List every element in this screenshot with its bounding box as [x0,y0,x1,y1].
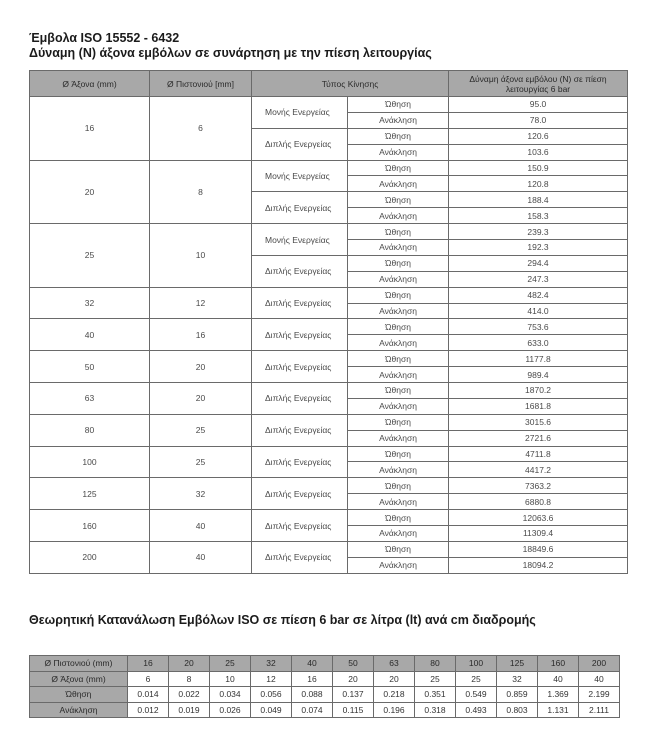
consumption-row-label: Ø Άξονα (mm) [30,671,128,687]
consumption-value-cell: 8 [169,671,210,687]
direction-cell: Ανάκληση [348,240,449,256]
consumption-value-cell: 0.549 [456,687,497,703]
force-value-cell: 103.6 [449,144,628,160]
piston-diameter-cell: 40 [150,510,252,542]
consumption-value-cell: 0.218 [374,687,415,703]
table-row [30,383,628,399]
force-value-cell: 120.6 [449,128,628,144]
direction-cell: Ώθηση [348,255,449,271]
consumption-value-cell: 0.034 [210,687,251,703]
force-value-cell: 414.0 [449,303,628,319]
motion-type-cell: Διπλής Ενεργείας [252,128,348,160]
force-value-cell: 2721.6 [449,430,628,446]
force-value-cell: 188.4 [449,192,628,208]
consumption-value-cell: 0.318 [415,702,456,718]
consumption-value-cell: 40 [538,671,579,687]
motion-type-cell: Διπλής Ενεργείας [252,414,348,446]
axis-diameter-cell: 25 [30,224,150,288]
direction-cell: Ανάκληση [348,526,449,542]
direction-cell: Ανάκληση [348,462,449,478]
consumption-value-cell: 25 [456,671,497,687]
force-table-title: Δύναμη (Ν) άξονα εμβόλων σε συνάρτηση με την πίεση λειτουργίας [29,46,432,60]
motion-type-cell: Διπλής Ενεργείας [252,192,348,224]
consumption-value-cell: 10 [210,671,251,687]
consumption-value-cell: 0.022 [169,687,210,703]
force-value-cell: 3015.6 [449,414,628,430]
piston-diameter-cell: 16 [150,319,252,351]
piston-diameter-cell: 12 [150,287,252,319]
consumption-row-label: Ώθηση [30,687,128,703]
consumption-value-cell: 20 [169,656,210,672]
motion-type-cell: Διπλής Ενεργείας [252,478,348,510]
table-row [30,319,628,335]
axis-diameter-cell: 80 [30,414,150,446]
axis-diameter-cell: 20 [30,160,150,224]
axis-diameter-cell: 160 [30,510,150,542]
consumption-value-cell: 0.803 [497,702,538,718]
axis-diameter-cell: 125 [30,478,150,510]
header-piston: Ø Πιστονιού [mm] [150,71,252,97]
consumption-value-cell: 0.019 [169,702,210,718]
motion-type-cell: Μονής Ενεργείας [252,224,348,256]
consumption-value-cell: 32 [251,656,292,672]
force-value-cell: 6880.8 [449,494,628,510]
consumption-value-cell: 0.859 [497,687,538,703]
page-title: Έμβολα ISO 15552 - 6432 [29,31,180,45]
direction-cell: Ώθηση [348,383,449,399]
consumption-value-cell: 0.196 [374,702,415,718]
piston-diameter-cell: 10 [150,224,252,288]
direction-cell: Ανάκληση [348,112,449,128]
direction-cell: Ανάκληση [348,271,449,287]
consumption-value-cell: 40 [579,671,620,687]
consumption-value-cell: 6 [128,671,169,687]
direction-cell: Ανάκληση [348,557,449,573]
motion-type-cell: Μονής Ενεργείας [252,97,348,129]
consumption-row-label: Ανάκληση [30,702,128,718]
piston-diameter-cell: 32 [150,478,252,510]
consumption-value-cell: 0.493 [456,702,497,718]
motion-type-cell: Μονής Ενεργείας [252,160,348,192]
direction-cell: Ώθηση [348,192,449,208]
consumption-value-cell: 200 [579,656,620,672]
force-table-header [30,71,628,97]
consumption-value-cell: 125 [497,656,538,672]
direction-cell: Ανάκληση [348,430,449,446]
force-value-cell: 247.3 [449,271,628,287]
consumption-value-cell: 40 [292,656,333,672]
direction-cell: Ανάκληση [348,176,449,192]
force-value-cell: 11309.4 [449,526,628,542]
piston-diameter-cell: 20 [150,351,252,383]
table-row [30,541,628,557]
motion-type-cell: Διπλής Ενεργείας [252,319,348,351]
table-row [30,287,628,303]
consumption-value-cell: 2.199 [579,687,620,703]
direction-cell: Ανάκληση [348,367,449,383]
motion-type-cell: Διπλής Ενεργείας [252,446,348,478]
consumption-value-cell: 80 [415,656,456,672]
direction-cell: Ώθηση [348,478,449,494]
motion-type-cell: Διπλής Ενεργείας [252,510,348,542]
consumption-value-cell: 0.074 [292,702,333,718]
force-value-cell: 12063.6 [449,510,628,526]
force-value-cell: 18094.2 [449,557,628,573]
force-value-cell: 989.4 [449,367,628,383]
consumption-value-cell: 0.049 [251,702,292,718]
direction-cell: Ανάκληση [348,494,449,510]
direction-cell: Ώθηση [348,414,449,430]
consumption-row [30,656,620,672]
consumption-value-cell: 1.131 [538,702,579,718]
force-value-cell: 1681.8 [449,398,628,414]
axis-diameter-cell: 40 [30,319,150,351]
consumption-value-cell: 0.012 [128,702,169,718]
consumption-title: Θεωρητική Κατανάλωση Εμβόλων ISO σε πίεση 6 bar σε λίτρα (lt) ανά cm διαδρομής [29,613,536,627]
consumption-value-cell: 0.351 [415,687,456,703]
consumption-row-label: Ø Πιστονιού (mm) [30,656,128,672]
direction-cell: Ώθηση [348,541,449,557]
force-value-cell: 120.8 [449,176,628,192]
force-value-cell: 7363.2 [449,478,628,494]
table-row [30,414,628,430]
force-value-cell: 192.3 [449,240,628,256]
consumption-value-cell: 12 [251,671,292,687]
consumption-value-cell: 0.056 [251,687,292,703]
force-value-cell: 158.3 [449,208,628,224]
direction-cell: Ώθηση [348,160,449,176]
table-row [30,446,628,462]
consumption-value-cell: 0.088 [292,687,333,703]
consumption-row [30,702,620,718]
consumption-value-cell: 25 [210,656,251,672]
header-axis: Ø Άξονα (mm) [30,71,150,97]
direction-cell: Ώθηση [348,224,449,240]
force-value-cell: 753.6 [449,319,628,335]
consumption-value-cell: 100 [456,656,497,672]
consumption-value-cell: 16 [128,656,169,672]
consumption-value-cell: 50 [333,656,374,672]
piston-diameter-cell: 20 [150,383,252,415]
force-value-cell: 4417.2 [449,462,628,478]
motion-type-cell: Διπλής Ενεργείας [252,255,348,287]
force-value-cell: 633.0 [449,335,628,351]
force-value-cell: 1870.2 [449,383,628,399]
consumption-value-cell: 0.014 [128,687,169,703]
table-row [30,160,628,176]
axis-diameter-cell: 63 [30,383,150,415]
force-value-cell: 239.3 [449,224,628,240]
force-value-cell: 4711.8 [449,446,628,462]
direction-cell: Ανάκληση [348,303,449,319]
consumption-value-cell: 160 [538,656,579,672]
consumption-value-cell: 16 [292,671,333,687]
direction-cell: Ώθηση [348,97,449,113]
table-row [30,478,628,494]
motion-type-cell: Διπλής Ενεργείας [252,351,348,383]
axis-diameter-cell: 32 [30,287,150,319]
consumption-value-cell: 0.026 [210,702,251,718]
header-force: Δύναμη άξονα εμβόλου (N) σε πίεση λειτουργίας 6 bar [449,71,628,97]
direction-cell: Ανάκληση [348,335,449,351]
axis-diameter-cell: 50 [30,351,150,383]
table-row [30,97,628,113]
force-value-cell: 18849.6 [449,541,628,557]
table-row [30,351,628,367]
axis-diameter-cell: 16 [30,97,150,161]
force-value-cell: 482.4 [449,287,628,303]
force-value-cell: 150.9 [449,160,628,176]
consumption-value-cell: 63 [374,656,415,672]
consumption-value-cell: 0.137 [333,687,374,703]
consumption-row [30,671,620,687]
table-row [30,510,628,526]
force-value-cell: 1177.8 [449,351,628,367]
motion-type-cell: Διπλής Ενεργείας [252,383,348,415]
consumption-value-cell: 0.115 [333,702,374,718]
direction-cell: Ανάκληση [348,144,449,160]
force-value-cell: 78.0 [449,112,628,128]
piston-diameter-cell: 40 [150,541,252,573]
consumption-value-cell: 2.111 [579,702,620,718]
axis-diameter-cell: 200 [30,541,150,573]
direction-cell: Ώθηση [348,510,449,526]
force-value-cell: 95.0 [449,97,628,113]
piston-diameter-cell: 6 [150,97,252,161]
consumption-row [30,687,620,703]
motion-type-cell: Διπλής Ενεργείας [252,541,348,573]
piston-diameter-cell: 25 [150,446,252,478]
force-value-cell: 294.4 [449,255,628,271]
direction-cell: Ώθηση [348,446,449,462]
consumption-value-cell: 25 [415,671,456,687]
table-row [30,224,628,240]
direction-cell: Ανάκληση [348,398,449,414]
piston-diameter-cell: 8 [150,160,252,224]
consumption-value-cell: 1.369 [538,687,579,703]
force-table [29,70,628,574]
consumption-value-cell: 20 [374,671,415,687]
direction-cell: Ώθηση [348,319,449,335]
header-motion-type: Τύπος Κίνησης [252,71,449,97]
consumption-value-cell: 32 [497,671,538,687]
consumption-value-cell: 20 [333,671,374,687]
consumption-table [29,655,620,718]
piston-diameter-cell: 25 [150,414,252,446]
direction-cell: Ώθηση [348,287,449,303]
direction-cell: Ώθηση [348,128,449,144]
motion-type-cell: Διπλής Ενεργείας [252,287,348,319]
direction-cell: Ανάκληση [348,208,449,224]
direction-cell: Ώθηση [348,351,449,367]
axis-diameter-cell: 100 [30,446,150,478]
